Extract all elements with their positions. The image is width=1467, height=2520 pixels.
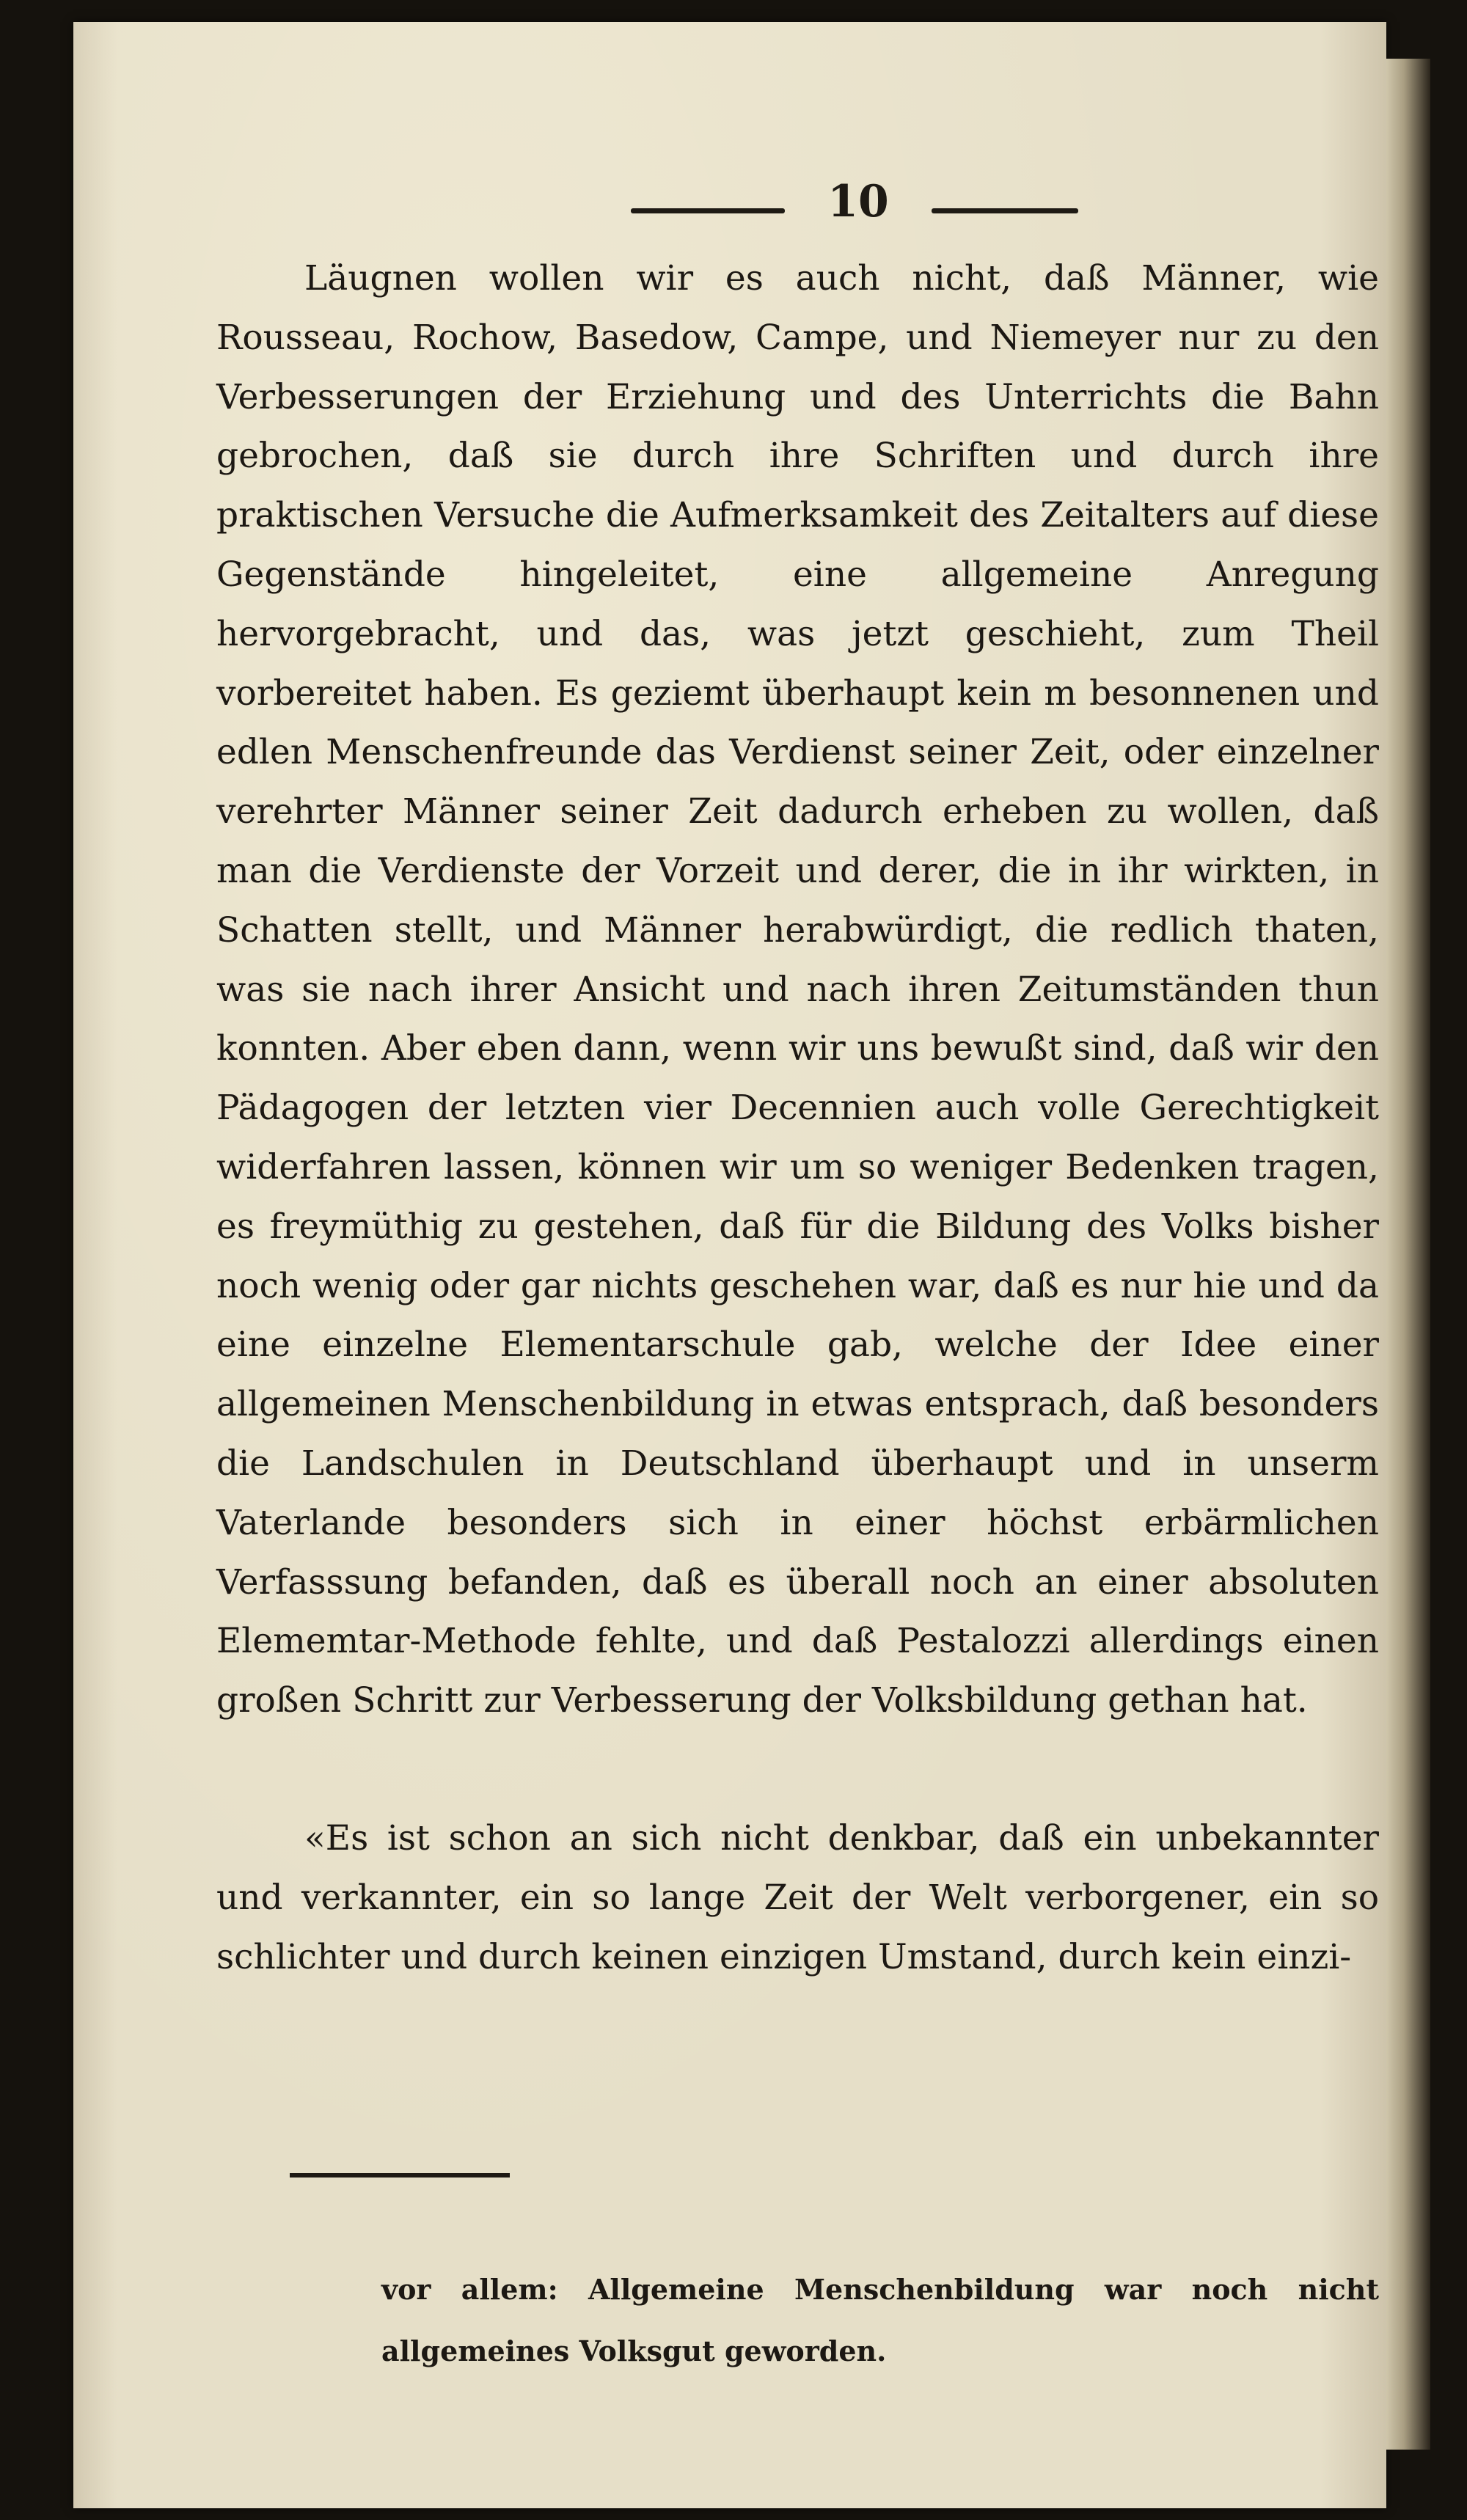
header-rule-left (631, 208, 785, 213)
page-number: 10 (827, 176, 889, 227)
page-header (73, 176, 1386, 235)
header-rule-right (932, 208, 1078, 213)
book-page (73, 22, 1386, 2508)
footnote: vor allem: Allgemeine Menschenbildung war noch nicht allgemeines Volksgut geworden. (381, 2273, 1379, 2367)
page-edge-shadow (1386, 59, 1430, 2450)
footnote-divider (290, 2173, 510, 2177)
paragraph-2: «Es ist schon an sich nicht denkbar, daß ein unbekannter und verkannter, ein so lange Zeit der Welt verborgener, ein so schlichter und durch keinen einzigen Umstand, durch kein einzi- (216, 1817, 1379, 1977)
paragraph-1: Läugnen wollen wir es auch nicht, daß Männer, wie Rousseau, Rochow, Basedow, Campe, und Niemeyer nur zu den Verbesserungen der Erziehung und des Unterrichts die Bahn gebrochen, daß sie durch ihre Schriften und durch ihre praktischen Versuche die Aufmerksamkeit des Zeitalters auf diese Gegenstände hingeleitet, eine allgemeine Anregung hervorgebracht, und das, was jetzt geschieht, zum Theil vorbereitet haben. Es geziemt überhaupt kein m besonnenen und edlen Menschenfreunde das Verdienst seiner Zeit, oder einzelner verehrter Männer seiner Zeit dadurch erheben zu wollen, daß man die Verdienste der Vorzeit und derer, die in ihr wirkten, in Schatten stellt, und Männer herabwürdigt, die redlich thaten, was sie nach ihrer Ansicht und nach ihren Zeitumständen thun konnten. Aber eben dann, wenn wir uns bewußt sind, daß wir den Pädagogen der letzten vier Decennien auch volle Gerechtigkeit widerfahren lassen, können wir um so weniger Bedenken tragen, es freymüthig zu gestehen, daß für die Bildung des Volks bisher noch wenig oder gar nichts geschehen war, daß es nur hie und da eine einzelne Elementarschule gab, welche der Idee einer allgemeinen Menschenbildung in etwas entsprach, daß besonders die Landschulen in Deutschland überhaupt und in unserm Vaterlande besonders sich in einer höchst erbärmlichen Verfasssung befanden, daß es überall noch an einer absoluten Elememtar-Methode fehlte, und daß Pestalozzi allerdings einen großen Schritt zur Verbesserung der Volksbildung gethan hat. (216, 258, 1379, 1721)
main-text (216, 249, 1379, 1987)
